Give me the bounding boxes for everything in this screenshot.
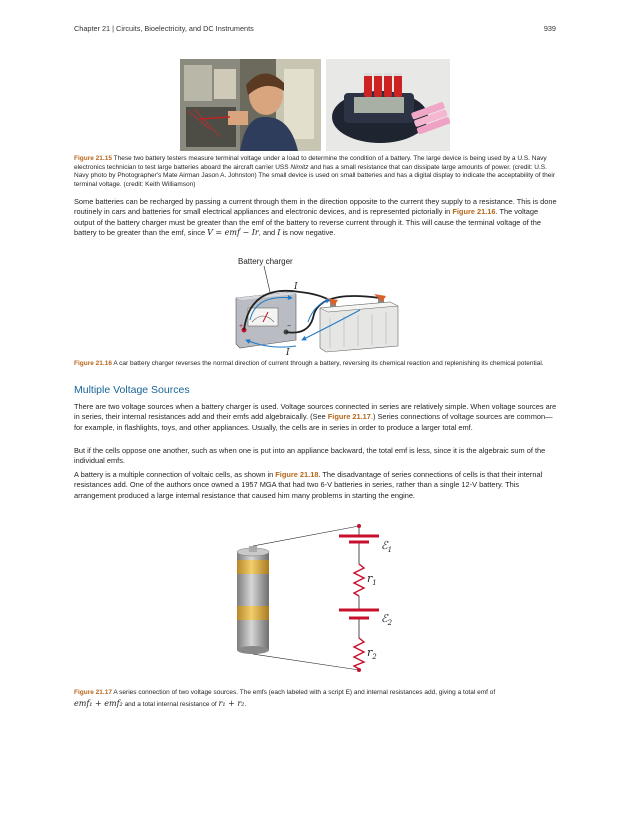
- resistor-r2: [354, 638, 364, 669]
- paragraph-recharging: Some batteries can be recharged by passing a current through them in the direction opposite to the current they supply to a resistance. This is done routinely in cars and batteries for small electrical appliances and electronic devices, and is represented pictorially in Figure 21.16. The voltage output of the battery charger must be greater than the emf of the battery to reverse current through it. This will cause the terminal voltage of the battery to be greater than the emf, since V = emf − Ir, and I is now negative.: [74, 197, 557, 238]
- running-header: Chapter 21 | Circuits, Bioelectricity, and DC Instruments: [74, 24, 254, 33]
- equation-total-emf: emf₁ + emf₂: [74, 699, 123, 708]
- page-number: 939: [543, 24, 556, 33]
- figure-label: Figure 21.15: [74, 155, 112, 162]
- paragraph-opposing-cells: But if the cells oppose one another, such as when one is put into an appliance backward, the total emf is less, since it is the algebraic sum of the individual emfs.: [74, 446, 546, 466]
- resistor-r1: [354, 564, 364, 596]
- two-cell-battery: [237, 546, 269, 654]
- battery-charger-diagram: [230, 254, 410, 356]
- equation-terminal-voltage: V = emf − Ir: [207, 228, 259, 238]
- svg-text:−: −: [287, 323, 292, 330]
- figure-link[interactable]: Figure 21.17: [327, 412, 371, 422]
- figure-link[interactable]: Figure 21.18: [275, 470, 319, 479]
- current-label-top: I: [294, 282, 298, 292]
- paragraph-series-sources: There are two voltage sources when a battery charger is used. Voltage sources connected in series are relatively simple. When voltage sources are in series, their internal resistances add and their emfs add algebraically. (See Figure 21.17.) Series connections of voltage sources are common—for example, in flashlights, toys, and other appliances. Usually, the cells are in series in order to produce a larger total emf.: [74, 402, 557, 432]
- section-heading: Multiple Voltage Sources: [74, 384, 190, 396]
- photo-small-battery-tester: [326, 59, 450, 151]
- series-cells-diagram: [225, 510, 405, 686]
- emf1-label: ℰ$_1$: [381, 539, 393, 554]
- emf2-label: ℰ$_2$: [381, 612, 393, 627]
- current-label-bottom: I: [286, 348, 290, 356]
- svg-text:+: +: [239, 323, 244, 330]
- paragraph-multiple-cells: A battery is a multiple connection of voltaic cells, as shown in Figure 21.18. The disadvantage of series connections of cells is that their internal resistances add. One of the authors once owned a 1957 MGA that had two 6-V batteries in series, rather than a single 12-V battery. This arrangement produced a large internal resistance that caused him many problems in starting the engine.: [74, 470, 543, 500]
- r1-label: $r_1$: [367, 572, 377, 587]
- equation-total-resistance: r₁ + r₂: [218, 699, 245, 708]
- figure-link[interactable]: Figure 21.16: [452, 207, 496, 217]
- figure-21-17-caption: Figure 21.17 A series connection of two voltage sources. The emfs (each labeled with a script E) and internal resistances add, giving a total emf of emf₁ + emf₂ and a total internal resistance of r₁ + r₂.: [74, 689, 496, 708]
- figure-21-16-caption: Figure 21.16 A car battery charger reverses the normal direction of current through a battery, reversing its chemical reaction and replenishing its chemical potential.: [74, 360, 544, 367]
- battery-charger-label: Battery charger: [238, 257, 293, 266]
- photo-navy-technician: [180, 59, 321, 151]
- figure-21-15-caption: Figure 21.15 These two battery testers measure terminal voltage under a load to determine the condition of a battery. The large device is being used by a U.S. Navy electronics technician to test large batteries aboard the aircraft carrier USS Nimitz and has a small resistance that can dissipate large amounts of power. (credit: U.S. Navy photo by Photographer's Mate Airman Jason A. Johnston) The small device is used on small batteries and has a digital display to indicate the acceptability of their terminal voltage. (credit: Keith Williamson): [74, 155, 555, 188]
- r2-label: $r_2$: [367, 646, 377, 661]
